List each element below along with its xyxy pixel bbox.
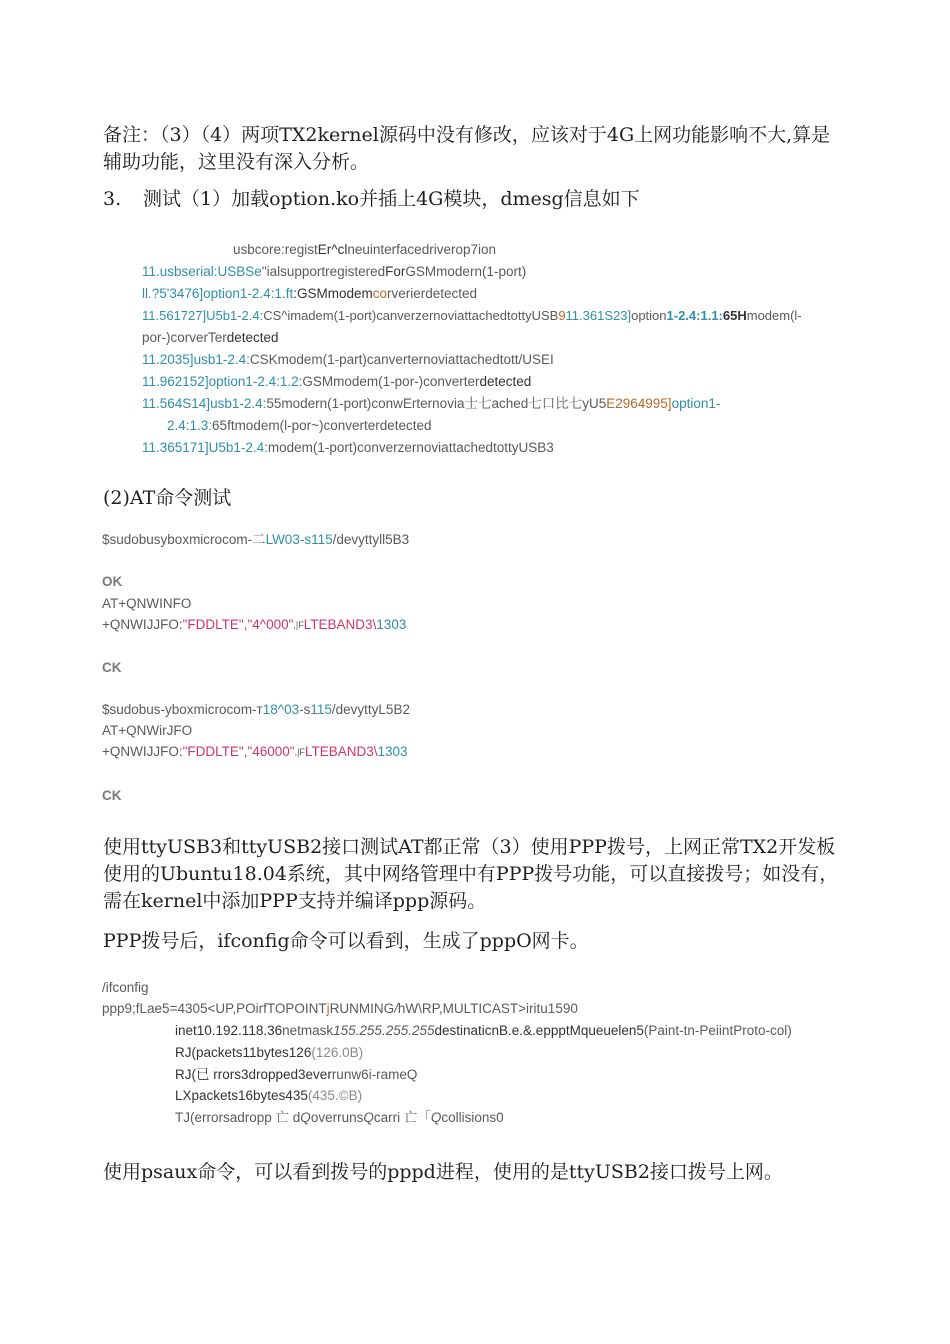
psaux-paragraph: 使用psaux命令，可以看到拨号的pppd进程，使用的是ttyUSB2接口拨号上网。: [103, 1161, 783, 1183]
ppp-paragraph: 使用ttyUSB3和ttyUSB2接口测试AT都正常（3）使用PPP拨号，上网正常TX2开发板使用的Ubuntu18.04系统，其中网络管理中有PPP拨号功能，可以直接拨号；如没有，需在kernel中添加PPP支持并编译ppp源码。: [103, 836, 839, 912]
at-query-1: AT+QNWINFO: [102, 596, 192, 611]
ifconfig-line-2: inet10.192.118.36netmask155.255.255.255destinaticnB.e.&.eppptMqueuelen5(Paint-tn-PeiintProto-col): [175, 1023, 792, 1038]
at-cmd-2: $sudobus-yboxmicrocom-т18^03-s115/devyttyL5B2: [102, 702, 410, 717]
ifconfig-line-1: ppp9;fLae5=4305<UP,POirfTOPOINTjRUNMING/hW\RP,MULTICAST>iritu1590: [102, 1001, 578, 1016]
dmesg-line-2: ll.?5'3476]option1-2.4:1.ft:GSMmodemcorverierdetected: [142, 286, 478, 301]
ifconfig-line-3: RJ(packets11bytes126(126.0B): [175, 1045, 364, 1060]
ifconfig-line-6: TJ(errorsadropp 亡 dQoverrunsQcarri 亡「Qcollisions0: [175, 1110, 504, 1125]
dmesg-line-4: por-)corverTerdetected: [142, 330, 279, 345]
ifconfig-line-4: RJ(已 rrors3dropped3everrunw6i-rameQ: [175, 1067, 418, 1082]
at-response-1: +QNWIJJFO:"FDDLTE","4^000"$^{,|F}$LTEBAND3\1303: [102, 617, 407, 632]
dmesg-line-3: 11.561727]U5b1-2.4:CS^imadem(1-port)canverzernoviattachedtottyUSB911.361S23]option1-2.4:1.1:65Hmodem(l-: [142, 308, 802, 323]
ifconfig-paragraph: PPP拨号后，ifconfig命令可以看到，生成了pppO网卡。: [103, 930, 589, 952]
dmesg-line-8: 2.4:1.3:65ftmodem(l-por~)converterdetected: [167, 418, 432, 433]
at-ok-2: CK: [102, 660, 122, 675]
step-text: 测试（1）加载option.ko并插上4G模块，dmesg信息如下: [143, 188, 640, 210]
dmesg-line-5: 11.2035]usb1-2.4:CSKmodem(1-part)canverternoviattachedtott/USEI: [142, 352, 554, 367]
at-ok-1: OK: [102, 574, 123, 589]
ifconfig-cmd: /ifconfig: [102, 980, 149, 995]
at-ok-3: CK: [102, 788, 122, 803]
at-response-2: +QNWIJJFO:"FDDLTE","46000"$^{,|F}$LTEBAND3\1303: [102, 744, 408, 759]
step-3-heading: [103, 186, 843, 213]
dmesg-line-1: 11.usbserial:USBSe"ialsupportregisteredForGSMmodern(1-port): [142, 264, 527, 279]
step-number: 3.: [103, 188, 122, 210]
dmesg-line-7: 11.564S14]usb1-2.4:55modern(1-port)conwErternovia士七ached七口比七yU5E2964995]option1-: [142, 396, 721, 411]
ifconfig-line-5: LXpackets16bytes435(435.©B): [175, 1088, 363, 1103]
note-paragraph: 备注：（3）（4）两项TX2kernel源码中没有修改，应该对于4G上网功能影响不大,算是辅助功能，这里没有深入分析。: [103, 124, 831, 173]
dmesg-line-0: usbcore:registEr^clneuinterfacedriverop7ion: [233, 242, 496, 257]
dmesg-line-9: 11.365171]U5b1-2.4:modem(1-port)converzernoviattachedtottyUSB3: [142, 440, 554, 455]
dmesg-line-6: 11.962152]option1-2.4:1.2:GSMmodem(1-por-)converterdetected: [142, 374, 532, 389]
at-heading: (2)AT命令测试: [103, 487, 232, 509]
at-cmd-1: $sudobusyboxmicrocom-二LW03-s115/devyttyll5B3: [102, 532, 410, 547]
at-query-2: AT+QNWirJFO: [102, 723, 193, 738]
